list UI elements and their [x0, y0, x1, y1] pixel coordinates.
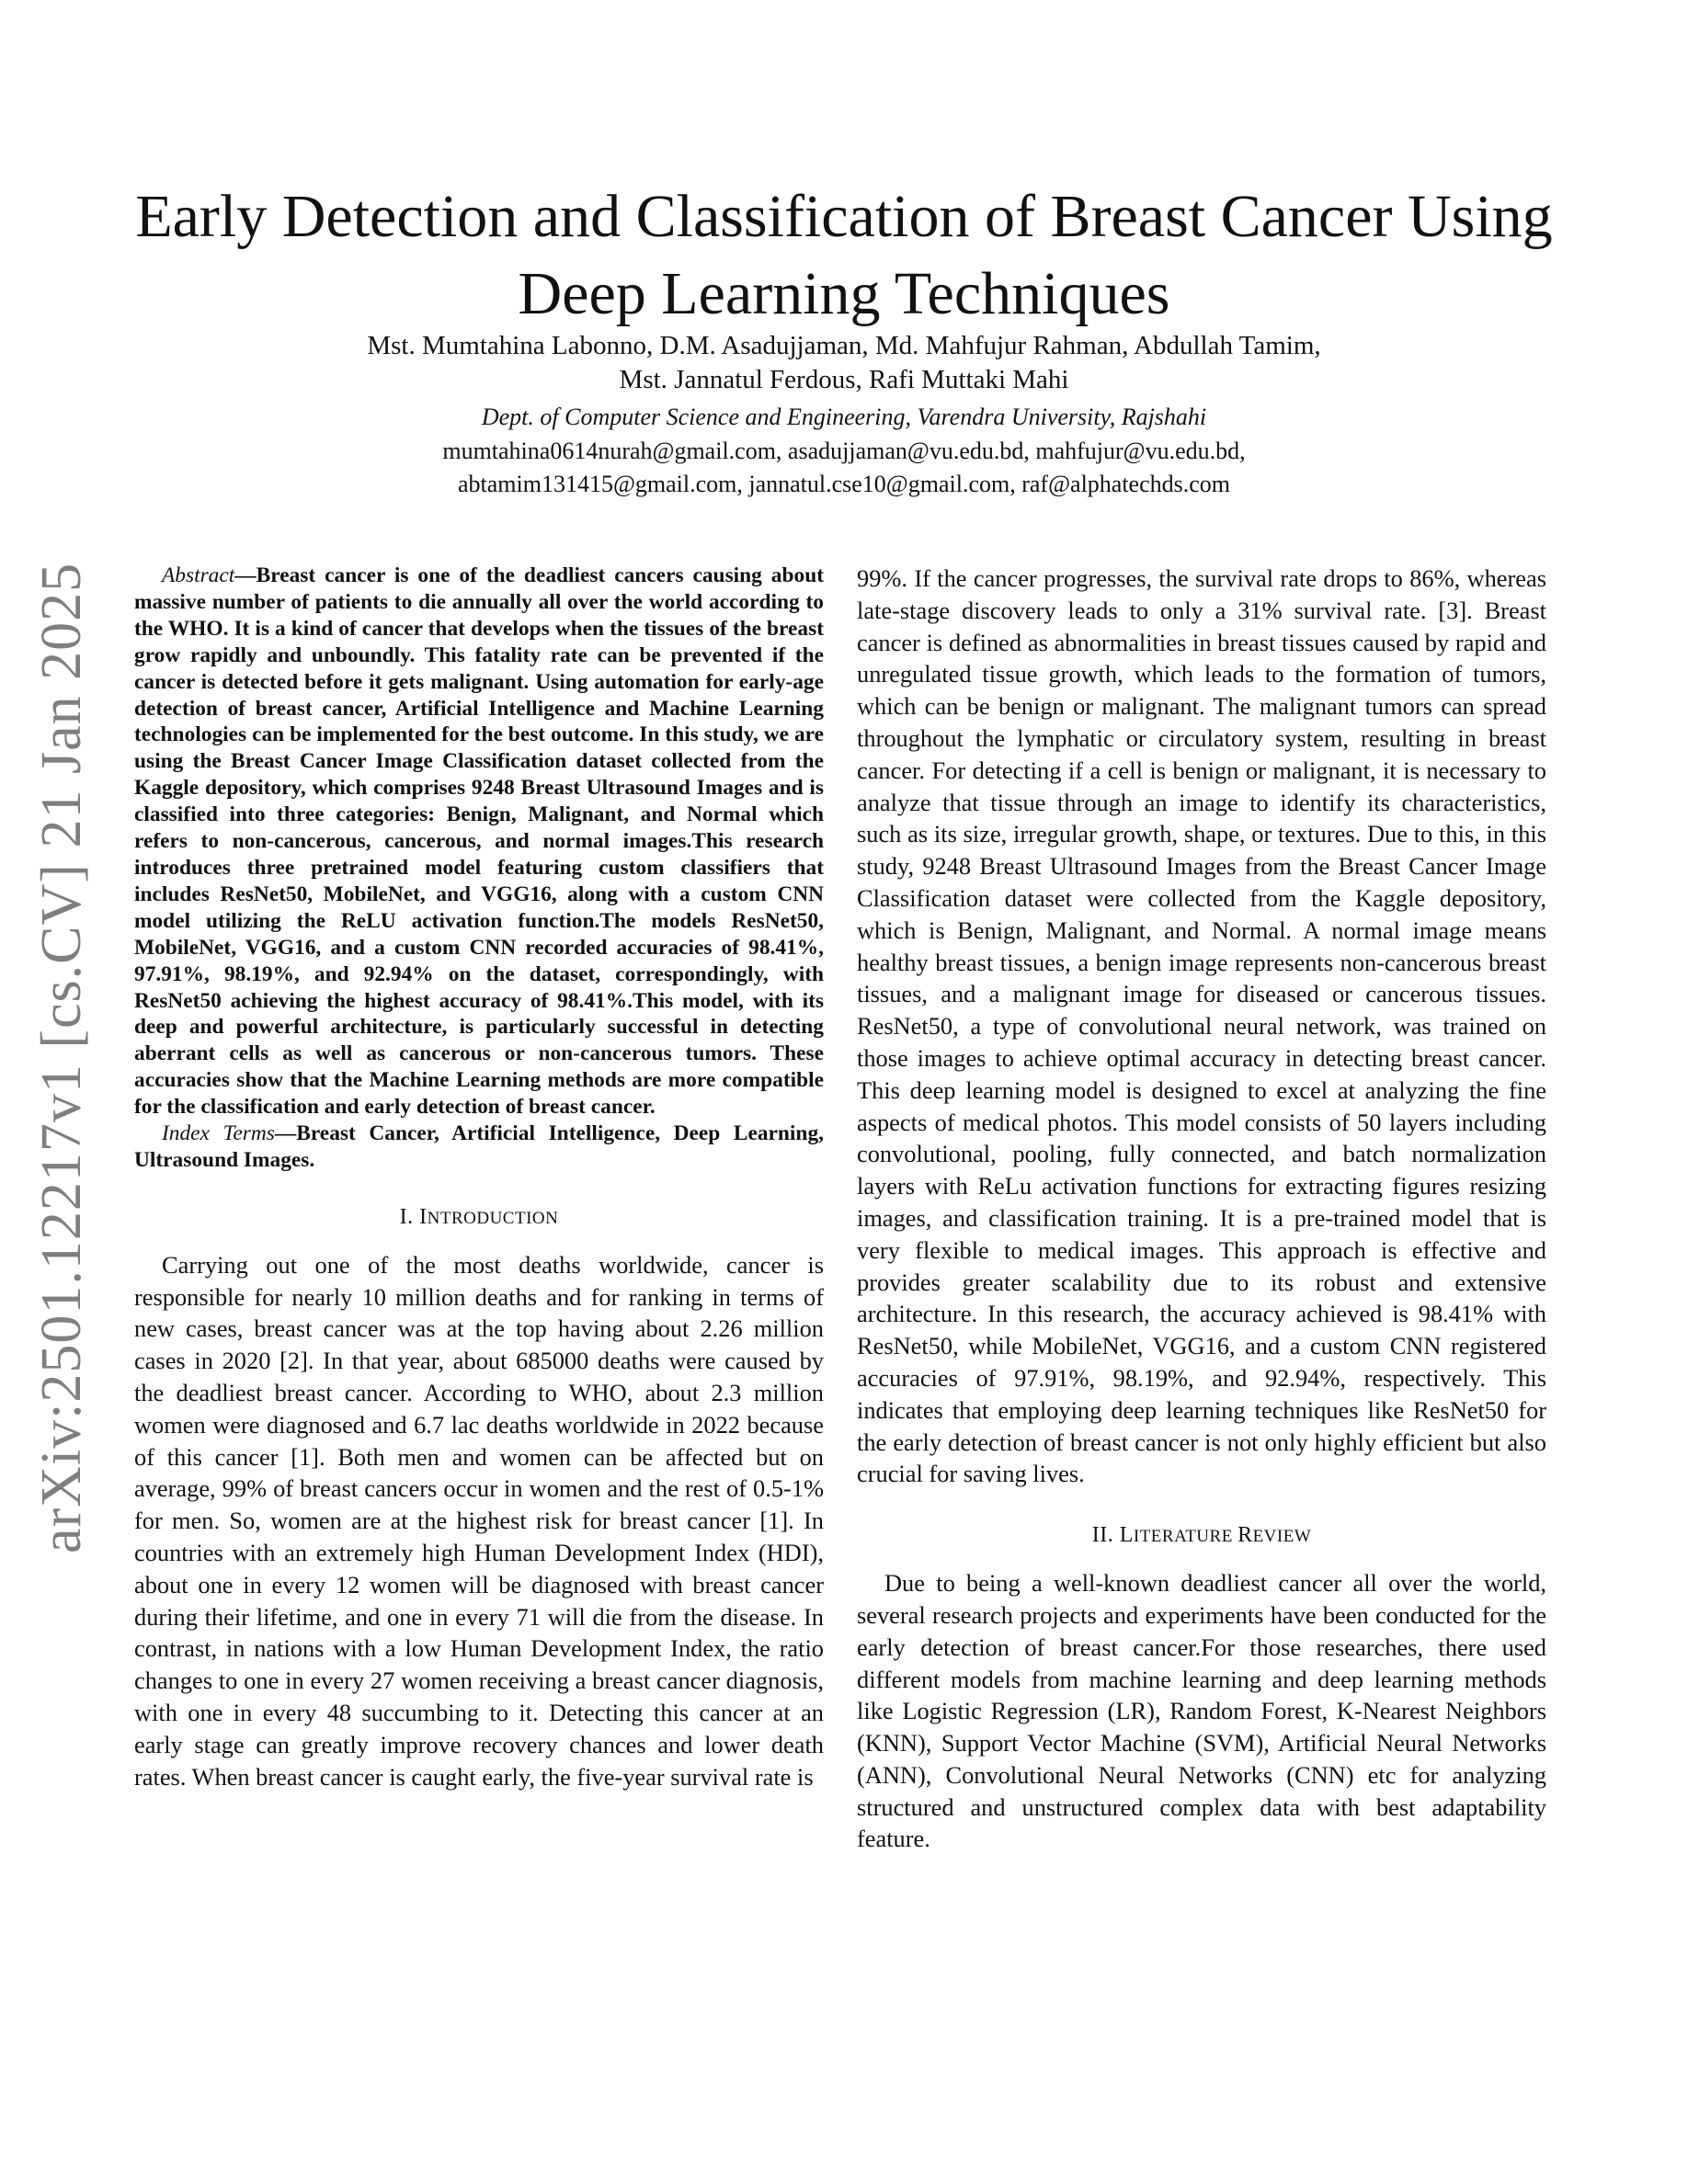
literature-review-paragraph: Due to being a well-known deadliest cancer all over the world, several research projects and experiments have been conducted for the early detection of breast cancer.For those researches, there used different models from machine learning and deep learning methods like Logistic Regression (LR), Random Forest, K-Nearest Neighbors (KNN), Support Vector Machine (SVM), Artificial Neural Networks (ANN), Convolutional Neural Networks (CNN) etc for analyzing structured and unstructured complex data with best adaptability feature. — [857, 1569, 1546, 1853]
author-list — [221, 329, 1467, 397]
abstract-label: Abstract — [162, 563, 235, 587]
right-column — [857, 563, 1546, 1855]
section-title-rest: ITERATURE — [1133, 1527, 1238, 1547]
abstract-text: —Breast cancer is one of the deadliest cancers causing about massive number of patients to die annually all over the world according to the WHO. It is a kind of cancer that develops when the tissues of the breast grow rapidly and unboundly. This fatality rate can be prevented if the cancer is detected before it gets malignant. Using automation for early-age detection of breast cancer, Artificial Intelligence and Machine Learning technologies can be implemented for the best outcome. In this study, we are using the Breast Cancer Image Classification dataset collected from the Kaggle depository, which comprises 9248 Breast Ultrasound Images and is classified into three categories: Benign, Malignant, and Normal which refers to non-cancerous, cancerous, and normal images.This research introduces three pretrained model featuring custom classifiers that includes ResNet50, MobileNet, and VGG16, along with a custom CNN model utilizing the ReLU activation function.The models ResNet50, MobileNet, VGG16, and a custom CNN recorded accuracies of 98.41%, 97.91%, 98.19%, and 92.94% on the dataset, correspondingly, with ResNet50 achieving the highest accuracy of 98.41%.This model, with its deep and powerful architecture, is particularly successful in detecting aberrant cells as well as cancerous or non-cancerous tumors. These accuracies show that the Machine Learning methods are more compatible for the classification and early detection of breast cancer. — [134, 563, 824, 1120]
paper-title: Early Detection and Classification of Breast Cancer Using Deep Learning Techniques — [135, 183, 1553, 328]
section-initial-2: R — [1237, 1523, 1253, 1548]
author-line-1: Mst. Mumtahina Labonno, D.M. Asadujjaman, Md. Mahfujur Rahman, Abdullah Tamim, — [367, 331, 1321, 360]
index-terms — [134, 1120, 824, 1174]
author-line-2: Mst. Jannatul Ferdous, Rafi Muttaki Mahi — [619, 365, 1069, 394]
introduction-paragraph: Carrying out one of the most deaths worldwide, cancer is responsible for nearly 10 million deaths and for ranking in terms of new cases, breast cancer was at the top having about 2.26 million cases in 2020 [2]. In that year, about 685000 deaths were caused by the deadliest breast cancer. According to WHO, about 2.3 million women were diagnosed and 6.7 lac deaths worldwide in 2022 because of this cancer [1]. Both men and women can be affected but on average, 99% of breast cancers occur in women and the rest of 0.5-1% for men. So, women are at the highest risk for breast cancer [1]. In countries with an extremely high Human Development Index (HDI), about one in every 12 women will be diagnosed with breast cancer during their lifetime, and one in every 71 will die from the disease. In contrast, in nations with a low Human Development Index, the ratio changes to one in every 27 women receiving a breast cancer diagnosis, with one in every 48 succumbing to it. Detecting this cancer at an early stage can greatly improve recovery chances and lower death rates. When breast cancer is caught early, the five-year survival rate is — [134, 1250, 824, 1791]
email-list — [221, 435, 1467, 501]
affiliation: Dept. of Computer Science and Engineering, Varendra University, Rajshahi — [481, 404, 1207, 430]
section-title-rest: NTRODUCTION — [427, 1208, 559, 1228]
abstract — [134, 563, 824, 1120]
introduction-paragraph-continued: 99%. If the cancer progresses, the survival rate drops to 86%, whereas late-stage discovery leads to only a 31% survival rate. [3]. Breast cancer is defined as abnormalities in breast tissues caused by rapid and unregulated tissue growth, which leads to the formation of tumors, which can be benign or malignant. The malignant tumors can spread throughout the lymphatic or circulatory system, resulting in breast cancer. For detecting if a cell is benign or malignant, it is necessary to analyze that tissue through an image to identify its characteristics, such as its size, irregular growth, shape, or textures. Due to this, in this study, 9248 Breast Ultrasound Images from the Breast Cancer Image Classification dataset were collected from the Kaggle depository, which is Benign, Malignant, and Normal. A normal image means healthy breast tissues, a benign image represents non-cancerous breast tissues, and a malignant image for diseased or cancerous tissues. ResNet50, a type of convolutional neural network, was trained on those images to achieve optimal accuracy in detecting breast cancer. This deep learning model is designed to excel at analyzing the fine aspects of medical photos. This model consists of 50 layers including convolutional, pooling, fully connected, and batch normalization layers with ReLu activation functions for extracting figures resizing images, and classification training. It is a pre-trained model that is very flexible to medical images. This approach is effective and provides greater scalability due to its robust and extensive architecture. In this research, the accuracy achieved is 98.41% with ResNet50, while MobileNet, VGG16, and a custom CNN registered accuracies of 97.91%, 98.19%, and 92.94%, respectively. This indicates that employing deep learning techniques like ResNet50 for the early detection of breast cancer is not only highly efficient but also crucial for saving lives. — [857, 564, 1546, 1488]
section-heading-literature-review — [857, 1521, 1546, 1551]
email-line-1: mumtahina0614nurah@gmail.com, asadujjaman@vu.edu.bd, mahfujur@vu.edu.bd, — [442, 438, 1246, 464]
section-numeral: I. — [399, 1204, 420, 1229]
arxiv-identifier: arXiv:2501.12217v1 [cs.CV] 21 Jan 2025 — [30, 562, 93, 1553]
section-title-rest-2: EVIEW — [1252, 1527, 1312, 1547]
email-line-2: abtamim131415@gmail.com, jannatul.cse10@gmail.com, raf@alphatechds.com — [457, 471, 1231, 497]
section-heading-introduction — [134, 1203, 824, 1233]
index-terms-text: —Breast Cancer, Artificial Intelligence, Deep Learning, Ultrasound Images. — [134, 1121, 824, 1172]
section-numeral: II. — [1091, 1523, 1120, 1548]
section-initial: I — [419, 1204, 428, 1229]
index-terms-label: Index Terms — [162, 1121, 275, 1146]
section-initial: L — [1119, 1523, 1134, 1548]
left-column — [134, 563, 824, 1792]
